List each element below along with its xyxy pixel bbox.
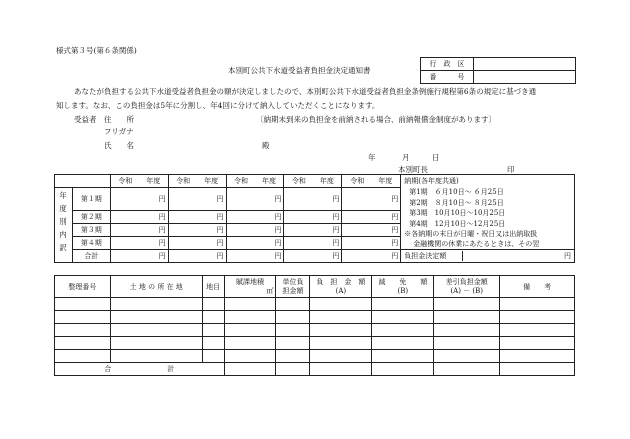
amount-cell: 円 xyxy=(342,211,401,224)
table-row xyxy=(55,324,575,337)
amount-cell: 円 xyxy=(226,211,284,224)
prepay-note: 〔納期未到来の負担金を前納される場合、前納報償金制度があります〕 xyxy=(256,115,496,124)
amount-cell: 円 xyxy=(284,211,342,224)
col-reduction-label: 減 免 額 xyxy=(378,277,428,286)
amount-cell: 円 xyxy=(168,211,226,224)
amount-cell: 円 xyxy=(342,250,401,263)
col-net-sub: (A) － (B) xyxy=(450,286,484,295)
payment-period-4: 第4期 12月10日～12月25日 xyxy=(409,219,506,228)
payment-info-title: 納期(各年度共通) xyxy=(404,177,459,185)
row-label: 第２期 xyxy=(72,211,110,224)
row-label: 第３期 xyxy=(72,224,110,237)
decision-yen: 円 xyxy=(564,252,571,260)
year-header-3: 令和 年度 xyxy=(226,175,284,188)
side-char-4: 内 xyxy=(59,230,67,239)
col-amount xyxy=(310,276,372,298)
amount-cell: 円 xyxy=(342,224,401,237)
table-row xyxy=(55,311,575,324)
reference-box xyxy=(420,57,576,84)
col-amount-label: 負 担 金 額 xyxy=(316,277,366,286)
district-label: 行 政 区 xyxy=(421,58,474,71)
col-reduction-sub: (B) xyxy=(397,286,409,295)
col-number: 整理番号 xyxy=(55,276,111,298)
amount-cell: 円 xyxy=(226,188,284,211)
table-row xyxy=(55,337,575,350)
year-header-4: 令和 年度 xyxy=(284,175,342,188)
col-area-label: 賦課地積 xyxy=(236,277,265,286)
row-label-total: 合計 xyxy=(72,250,110,263)
col-location: 土 地 の 所 在 地 xyxy=(110,276,202,298)
col-net-label: 差引負担金額 xyxy=(445,277,488,286)
side-char-1: 年 xyxy=(59,191,67,200)
decision-amount-cell xyxy=(401,250,575,263)
side-label-cell xyxy=(55,188,73,263)
col-area xyxy=(224,276,276,298)
amount-cell: 円 xyxy=(168,237,226,250)
body-line-1: あなたが負担する公共下水道受益者負担金の額が決定しましたので、本別町公共下水道受益者負担金条例施行規程第6条の規定に基づき通 xyxy=(74,87,537,96)
form-number: 様式第３号(第６条関係) xyxy=(56,46,137,55)
beneficiary-label: 受益者 xyxy=(74,115,97,124)
amount-cell: 円 xyxy=(110,237,168,250)
amount-cell: 円 xyxy=(110,188,168,211)
date-day: 日 xyxy=(432,153,440,162)
year-header-2: 令和 年度 xyxy=(168,175,226,188)
amount-cell: 円 xyxy=(168,188,226,211)
col-remarks: 備 考 xyxy=(500,276,575,298)
table-row xyxy=(55,298,575,311)
amount-cell: 円 xyxy=(168,224,226,237)
payment-note-2: 金融機関の休業にあたるときは、その翌 xyxy=(413,240,540,248)
amount-cell: 円 xyxy=(110,250,168,263)
amount-cell: 円 xyxy=(284,224,342,237)
col-land-type: 地目 xyxy=(202,276,224,298)
col-unit-label-2: 担金額 xyxy=(282,286,304,295)
col-unit xyxy=(276,276,310,298)
amount-cell: 円 xyxy=(284,250,342,263)
col-amount-sub: (A) xyxy=(335,286,347,295)
amount-cell: 円 xyxy=(342,188,401,211)
side-char-5: 訳 xyxy=(59,243,67,252)
name-label: 氏 名 xyxy=(104,141,134,150)
total-row xyxy=(55,363,575,376)
header-blank xyxy=(55,175,111,188)
seal-mark: 印 xyxy=(507,165,515,174)
issuer-label: 本別町長 xyxy=(398,165,428,174)
district-value xyxy=(474,58,576,71)
year-header-5: 令和 年度 xyxy=(342,175,401,188)
side-char-2: 度 xyxy=(59,204,67,213)
row-label: 第４期 xyxy=(72,237,110,250)
payment-info xyxy=(401,175,575,250)
col-area-unit: ㎡ xyxy=(266,286,274,295)
payment-period-1: 第1期 ６月10日～ ６月25日 xyxy=(409,188,504,197)
installment-table xyxy=(54,174,575,263)
amount-cell: 円 xyxy=(226,224,284,237)
body-line-2: 知します。なお、この負担金は5年に分割し、年4回に分けて納入していただくことになります。 xyxy=(56,101,380,110)
amount-cell: 円 xyxy=(342,237,401,250)
date-month: 月 xyxy=(402,153,410,162)
number-value xyxy=(474,71,576,84)
col-unit-label-1: 単位負 xyxy=(282,277,304,286)
side-char-3: 別 xyxy=(59,217,67,226)
honorific: 殿 xyxy=(262,141,270,150)
year-header-1: 令和 年度 xyxy=(110,175,168,188)
col-reduction xyxy=(372,276,434,298)
page-title: 本別町公共下水道受益者負担金決定通知書 xyxy=(228,66,371,75)
amount-cell: 円 xyxy=(168,250,226,263)
number-label: 番 号 xyxy=(421,71,474,84)
land-table xyxy=(54,275,575,376)
amount-cell: 円 xyxy=(226,237,284,250)
amount-cell: 円 xyxy=(284,188,342,211)
address-label: 住 所 xyxy=(104,115,134,124)
col-net xyxy=(434,276,500,298)
amount-cell: 円 xyxy=(110,224,168,237)
decision-label: 負担金決定額 xyxy=(401,251,463,261)
total-label: 合 計 xyxy=(55,363,225,376)
payment-period-2: 第2期 ８月10日～ ８月25日 xyxy=(409,198,504,207)
amount-cell: 円 xyxy=(226,250,284,263)
payment-note-1: ※各納期の末日が日曜・祝日又は出納取扱 xyxy=(404,230,538,238)
payment-period-3: 第3期 10月10日～10月25日 xyxy=(409,209,506,218)
table-row xyxy=(55,350,575,363)
date-year: 年 xyxy=(368,153,376,162)
amount-cell: 円 xyxy=(284,237,342,250)
furigana-label: フリガナ xyxy=(104,127,134,136)
row-label: 第１期 xyxy=(72,188,110,211)
amount-cell: 円 xyxy=(110,211,168,224)
